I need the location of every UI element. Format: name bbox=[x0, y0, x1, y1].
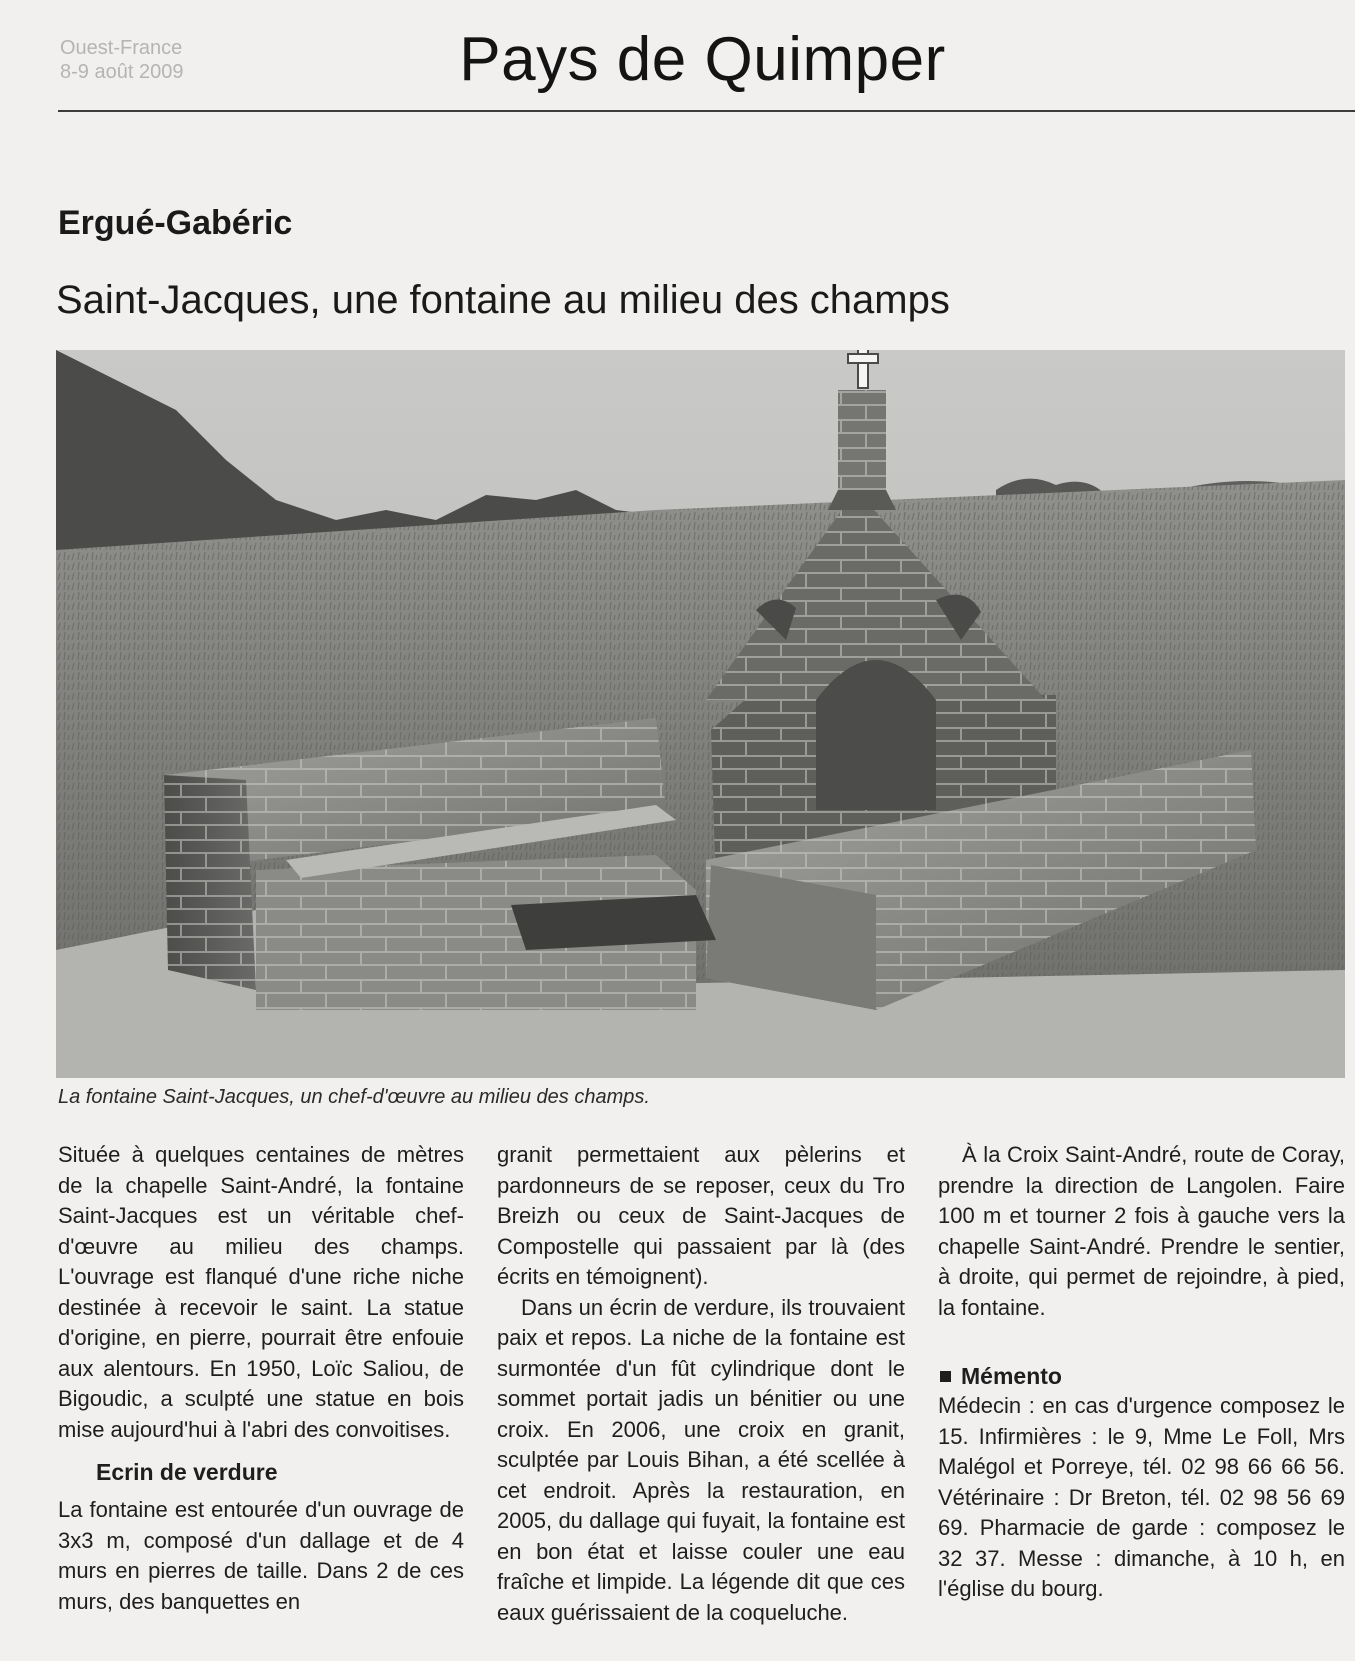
source-paper: Ouest-France bbox=[60, 37, 183, 59]
locality-heading: Ergué-Gabéric bbox=[58, 204, 293, 242]
masthead-rule bbox=[58, 110, 1355, 112]
square-bullet-icon bbox=[940, 1371, 951, 1382]
article-paragraph: granit permettaient aux pèlerins et pardonneurs de se reposer, ceux du Tro Breizh ou ceux de Saint-Jacques de Compostelle qui passaient par là (des écrits en témoignent). bbox=[497, 1142, 905, 1289]
photo-caption: La fontaine Saint-Jacques, un chef-d'œuvre au milieu des champs. bbox=[58, 1086, 650, 1108]
fountain-photo bbox=[56, 350, 1345, 1078]
article-column-1 bbox=[58, 1140, 464, 1617]
memento-heading bbox=[938, 1361, 1345, 1391]
article-column-2 bbox=[497, 1140, 905, 1628]
directions-paragraph: À la Croix Saint-André, route de Coray, prendre la direction de Langolen. Faire 100 m et tourner 2 fois à gauche vers la chapelle Saint-André. Prendre le sentier, à droite, qui permet de rejoindre, à pied, la fontaine. bbox=[938, 1142, 1345, 1320]
article-headline: Saint-Jacques, une fontaine au milieu des champs bbox=[56, 278, 950, 322]
article-paragraph: La fontaine est entourée d'un ouvrage de 3x3 m, composé d'un dallage et de 4 murs en pierres de taille. Dans 2 de ces murs, des banquettes en bbox=[58, 1497, 464, 1614]
article-paragraph: Située à quelques centaines de mètres de la chapelle Saint-André, la fontaine Saint-Jacques est un véritable chef-d'œuvre au milieu des champs. L'ouvrage est flanqué d'une riche niche destinée à recevoir le saint. La statue d'origine, en pierre, pourrait être enfouie aux alentours. En 1950, Loïc Saliou, de Bigoudic, a sculpté une statue en bois mise aujourd'hui à l'abri des convoitises. bbox=[58, 1142, 464, 1442]
article-paragraph: Dans un écrin de verdure, ils trouvaient paix et repos. La niche de la fontaine est surmontée d'un fût cylindrique dont le sommet portait jadis un bénitier ou une croix. En 2006, une croix en granit, sculptée par Louis Bihan, a été scellée à cet endroit. Après la restauration, en 2005, du dallage qui fuyait, la fontaine est en bon état et laisse couler une eau fraîche et limpide. La légende dit que ces eaux guérissaient de la coqueluche. bbox=[497, 1294, 905, 1625]
memento-text: Médecin : en cas d'urgence composez le 15. Infirmières : le 9, Mme Le Foll, Mrs Malégol et Porreye, tél. 02 98 66 66 56. Vétérinaire : Dr Breton, tél. 02 98 56 69 69. Pharmacie de garde : composez le 32 37. Messe : dimanche, à 10 h, en l'église du bourg. bbox=[938, 1393, 1345, 1601]
article-column-3 bbox=[938, 1140, 1345, 1605]
fountain-photo-illustration bbox=[56, 350, 1345, 1078]
page-masthead bbox=[0, 20, 1355, 100]
memento-heading-label: Mémento bbox=[961, 1363, 1062, 1389]
article-subhead: Ecrin de verdure bbox=[96, 1459, 278, 1485]
source-date: 8-9 août 2009 bbox=[60, 61, 184, 83]
masthead-title: Pays de Quimper bbox=[459, 25, 946, 94]
